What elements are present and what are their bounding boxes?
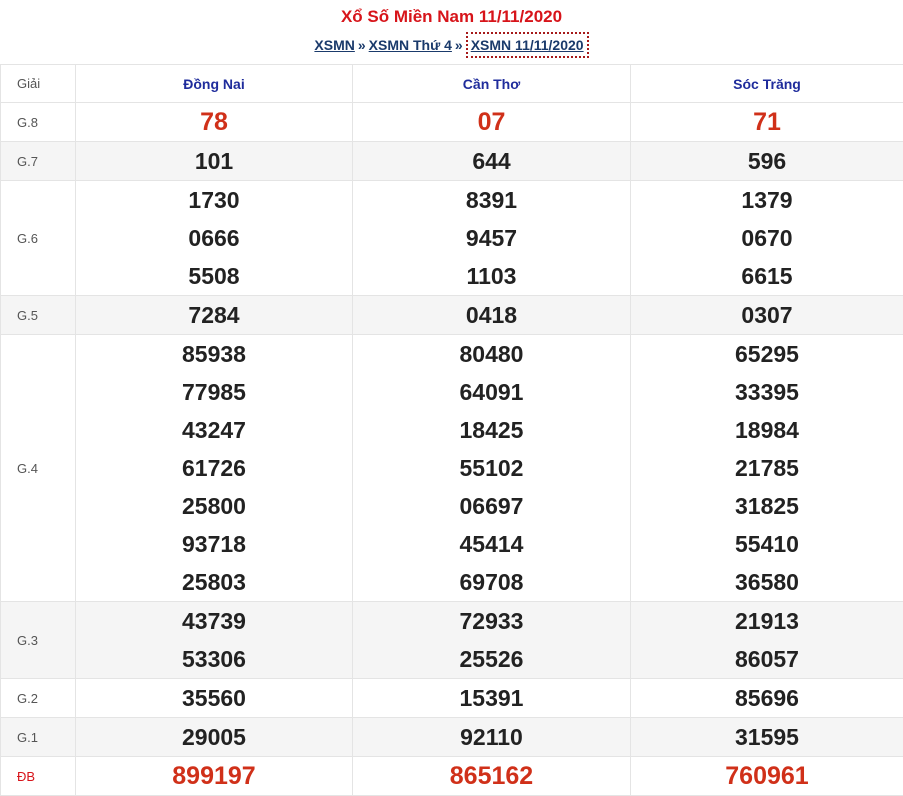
- prize-row-g2: [1, 679, 903, 718]
- special-prize-number: 865162: [353, 757, 630, 795]
- prize-row-special: [1, 757, 903, 796]
- prize-number: 1103: [353, 257, 630, 295]
- prize-row-g7: [1, 142, 903, 181]
- result-cell: [631, 757, 903, 796]
- result-cell: [353, 757, 631, 796]
- result-cell: [76, 103, 353, 142]
- prize-number: 80480: [353, 335, 630, 373]
- prize-label: G.1: [1, 718, 76, 757]
- prize-number: 18984: [631, 411, 903, 449]
- prize-number: 43739: [76, 602, 352, 640]
- result-cell: [353, 181, 631, 296]
- prize-number: 07: [353, 103, 630, 141]
- result-cell: [76, 142, 353, 181]
- result-cell: [631, 296, 903, 335]
- prize-number: 77985: [76, 373, 352, 411]
- result-cell: [76, 335, 353, 602]
- special-prize-number: 899197: [76, 757, 352, 795]
- result-cell: [76, 679, 353, 718]
- prize-number: 0666: [76, 219, 352, 257]
- prize-column-header: Giải: [1, 65, 76, 103]
- result-cell: [631, 679, 903, 718]
- prize-number: 9457: [353, 219, 630, 257]
- prize-number: 8391: [353, 181, 630, 219]
- prize-number: 31595: [631, 718, 903, 756]
- prize-number: 45414: [353, 525, 630, 563]
- province-header-soc-trang[interactable]: Sóc Trăng: [631, 65, 903, 103]
- prize-number: 6615: [631, 257, 903, 295]
- result-cell: [353, 296, 631, 335]
- prize-number: 15391: [353, 679, 630, 717]
- result-cell: [76, 718, 353, 757]
- prize-number: 92110: [353, 718, 630, 756]
- result-cell: [353, 602, 631, 679]
- prize-number: 644: [353, 142, 630, 180]
- result-cell: [631, 103, 903, 142]
- special-prize-number: 760961: [631, 757, 903, 795]
- prize-number: 21913: [631, 602, 903, 640]
- result-cell: [631, 602, 903, 679]
- prize-number: 29005: [76, 718, 352, 756]
- result-cell: [631, 181, 903, 296]
- prize-number: 101: [76, 142, 352, 180]
- breadcrumb-separator: »: [358, 37, 366, 53]
- prize-number: 18425: [353, 411, 630, 449]
- prize-row-g1: [1, 718, 903, 757]
- prize-number: 06697: [353, 487, 630, 525]
- page-header: [0, 0, 903, 64]
- prize-number: 0418: [353, 296, 630, 334]
- prize-label: G.4: [1, 335, 76, 602]
- prize-row-g8: [1, 103, 903, 142]
- prize-number: 36580: [631, 563, 903, 601]
- prize-number: 69708: [353, 563, 630, 601]
- prize-label: G.3: [1, 602, 76, 679]
- prize-number: 31825: [631, 487, 903, 525]
- prize-number: 1730: [76, 181, 352, 219]
- prize-number: 85938: [76, 335, 352, 373]
- prize-number: 43247: [76, 411, 352, 449]
- page-title: Xổ Số Miền Nam 11/11/2020: [0, 6, 903, 28]
- prize-number: 33395: [631, 373, 903, 411]
- prize-number: 93718: [76, 525, 352, 563]
- table-header-row: [1, 65, 903, 103]
- prize-number: 35560: [76, 679, 352, 717]
- prize-label: G.7: [1, 142, 76, 181]
- prize-number: 7284: [76, 296, 352, 334]
- prize-number: 71: [631, 103, 903, 141]
- prize-label: G.2: [1, 679, 76, 718]
- province-header-can-tho[interactable]: Cần Thơ: [353, 65, 631, 103]
- prize-row-g4: [1, 335, 903, 602]
- prize-label-special: ĐB: [1, 757, 76, 796]
- breadcrumb-link-xsmn[interactable]: XSMN: [314, 37, 354, 53]
- prize-number: 25526: [353, 640, 630, 678]
- result-cell: [76, 181, 353, 296]
- prize-number: 55102: [353, 449, 630, 487]
- prize-number: 86057: [631, 640, 903, 678]
- breadcrumb-link-current-date[interactable]: XSMN 11/11/2020: [466, 32, 589, 58]
- prize-label: G.5: [1, 296, 76, 335]
- prize-number: 64091: [353, 373, 630, 411]
- prize-row-g5: [1, 296, 903, 335]
- prize-row-g6: [1, 181, 903, 296]
- prize-label: G.8: [1, 103, 76, 142]
- result-cell: [353, 103, 631, 142]
- results-table: [0, 64, 903, 796]
- result-cell: [76, 296, 353, 335]
- prize-label: G.6: [1, 181, 76, 296]
- prize-number: 0670: [631, 219, 903, 257]
- prize-number: 55410: [631, 525, 903, 563]
- result-cell: [353, 679, 631, 718]
- result-cell: [353, 718, 631, 757]
- result-cell: [631, 142, 903, 181]
- province-header-dong-nai[interactable]: Đồng Nai: [76, 65, 353, 103]
- result-cell: [353, 142, 631, 181]
- prize-number: 53306: [76, 640, 352, 678]
- prize-number: 78: [76, 103, 352, 141]
- breadcrumb-link-xsmn-thu-4[interactable]: XSMN Thứ 4: [369, 37, 452, 53]
- result-cell: [76, 602, 353, 679]
- prize-row-g3: [1, 602, 903, 679]
- prize-number: 65295: [631, 335, 903, 373]
- prize-number: 1379: [631, 181, 903, 219]
- prize-number: 25800: [76, 487, 352, 525]
- prize-number: 596: [631, 142, 903, 180]
- prize-number: 25803: [76, 563, 352, 601]
- prize-number: 61726: [76, 449, 352, 487]
- breadcrumb: [0, 32, 903, 58]
- prize-number: 0307: [631, 296, 903, 334]
- prize-number: 72933: [353, 602, 630, 640]
- prize-number: 5508: [76, 257, 352, 295]
- prize-number: 21785: [631, 449, 903, 487]
- result-cell: [631, 335, 903, 602]
- prize-number: 85696: [631, 679, 903, 717]
- result-cell: [76, 757, 353, 796]
- breadcrumb-separator: »: [455, 37, 463, 53]
- result-cell: [631, 718, 903, 757]
- result-cell: [353, 335, 631, 602]
